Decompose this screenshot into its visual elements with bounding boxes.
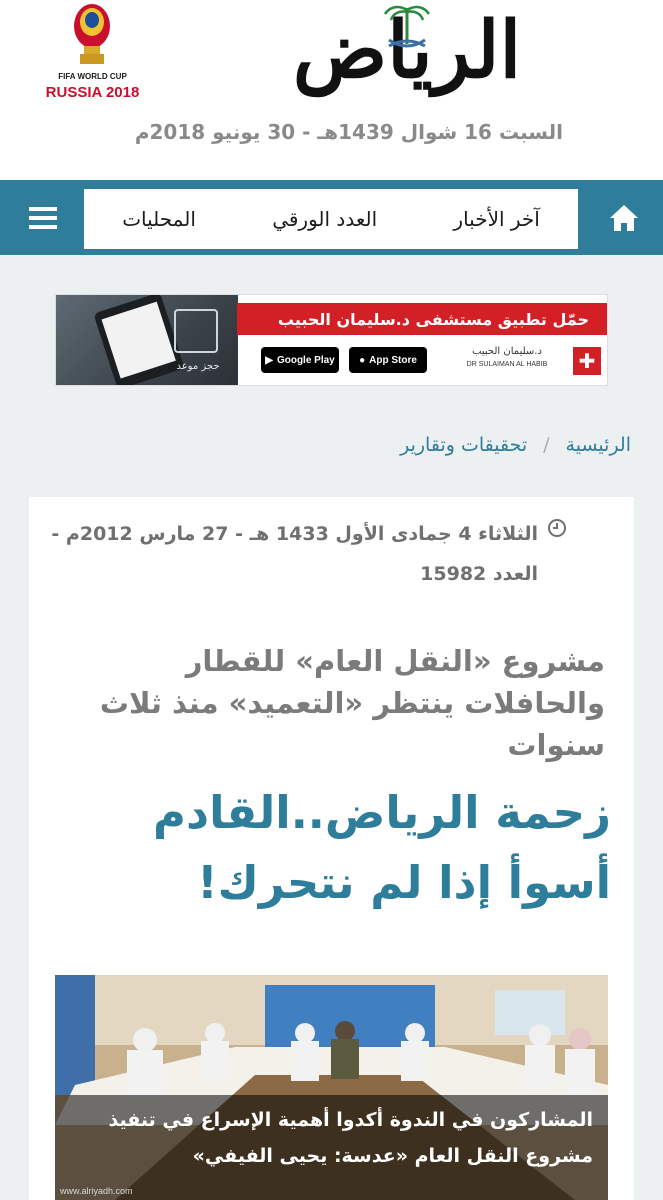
photo-watermark: www.alriyadh.com — [60, 1186, 133, 1196]
google-play-badge[interactable] — [261, 347, 339, 373]
article-headline: زحمة الرياض..القادم أسوأ إذا لم نتحرك! — [153, 786, 611, 909]
app-store-label: App Store — [369, 354, 417, 366]
photo-caption: المشاركون في الندوة أكدوا أهمية الإسراع في تنفيذ مشروع النقل العام «عدسة: يحيى الفيفي» — [108, 1109, 593, 1167]
clock-icon — [547, 518, 567, 538]
tab-latest-news[interactable]: آخر الأخبار — [453, 207, 540, 231]
home-button[interactable] — [585, 180, 663, 255]
ad-brand-ar: د.سليمان الحبيب — [472, 346, 542, 357]
ad-brand-en: DR SULAIMAN AL HABIB — [466, 361, 548, 368]
breadcrumb-home[interactable]: الرئيسية — [565, 434, 631, 456]
breadcrumb-section[interactable]: تحقيقات وتقارير — [400, 434, 528, 456]
google-play-label: Google Play — [276, 354, 335, 366]
home-icon — [608, 203, 640, 233]
main-navbar — [0, 180, 663, 255]
ad-booking-text: حجز موعد — [176, 361, 220, 372]
menu-button[interactable] — [0, 180, 85, 255]
ad-brand — [447, 345, 567, 371]
article-date: الثلاثاء 4 جمادى الأول 1433 هـ - 27 مارس 2012م - العدد 15982 — [51, 523, 538, 585]
phone-icon — [93, 294, 184, 386]
hospital-app-ad[interactable] — [55, 294, 608, 386]
logo-text: الرياض — [292, 5, 522, 96]
apple-icon: ● — [359, 354, 366, 366]
article-subtitle: مشروع «النقل العام» للقطار والحافلات ينتظر «التعميد» منذ ثلاث سنوات — [99, 644, 605, 762]
header-date: السبت 16 شوال 1439هـ - 30 يونيو 2018م — [134, 120, 563, 144]
tab-local[interactable]: المحليات — [122, 207, 196, 231]
worldcup-line1: FIFA WORLD CUP — [58, 72, 127, 81]
calendar-icon — [174, 309, 218, 353]
world-cup-trophy-icon — [62, 0, 122, 70]
hamburger-menu-icon — [29, 207, 57, 229]
world-cup-logo[interactable] — [40, 0, 145, 110]
hospital-cross-icon: ✚ — [573, 347, 601, 375]
tab-print-edition[interactable]: العدد الورقي — [272, 207, 378, 231]
worldcup-line2: RUSSIA 2018 — [45, 84, 140, 101]
ad-image — [56, 295, 238, 386]
palm-swords-emblem-icon — [367, 0, 447, 58]
breadcrumb — [31, 430, 631, 460]
play-icon: ▶ — [265, 354, 273, 366]
alriyadh-logo[interactable] — [232, 0, 582, 105]
ad-headline: حمّل تطبيق مستشفى د.سليمان الحبيب — [237, 303, 607, 335]
site-header — [0, 0, 663, 180]
nav-tabs — [84, 189, 578, 249]
app-store-badge[interactable] — [349, 347, 427, 373]
breadcrumb-separator: / — [543, 434, 550, 456]
